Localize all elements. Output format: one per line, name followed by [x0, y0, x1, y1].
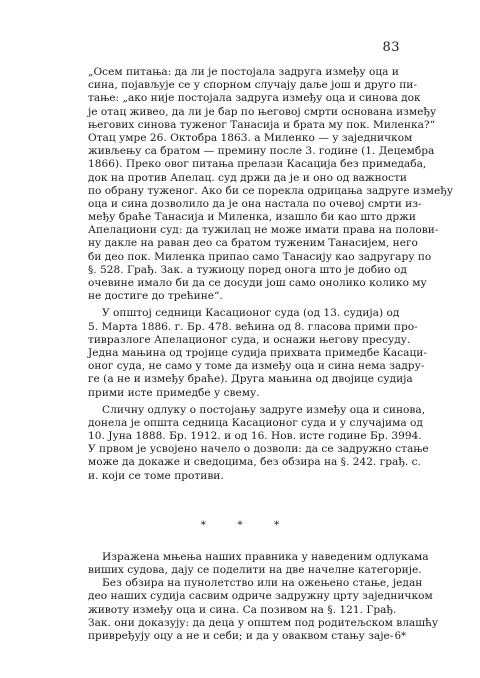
text-line: по обрану туженог. Ако би се порекла одрицања задруге између [88, 184, 454, 197]
text-line: Једна мањина од тројице судија прихвата примедбе Касаци- [88, 346, 427, 359]
text-line: не достиге до трећине“. [88, 290, 223, 303]
quote-paragraph [88, 66, 454, 303]
text-line: ну дакле на раван део са братом туженим Танасијем, него [88, 237, 418, 250]
text-line: 5. Марта 1886. г. Бр. 478. већина од 8. гласова прими про- [88, 320, 418, 333]
section-separator: * * * [200, 518, 294, 531]
text-line: може да докаже и сведоцима, без обзира на §. 242. грађ. с. [88, 456, 421, 469]
text-line: сина, појављује се у спорном случају даље још и друго пи- [88, 79, 417, 92]
text-line: Апелациони суд: да тужилац не може имати права на полови- [88, 224, 439, 237]
text-line: међу браће Танасија и Миленка, изашло би као што држи [88, 211, 416, 224]
text-line: животу између оца и сина. Са позивом на §. 121. Грађ. [88, 603, 397, 616]
text-line: У првом је усвојено начело о дозволи: да се задружно стање [88, 443, 429, 456]
text-line: би део пок. Миленка припао само Танасију као задругару по [88, 250, 432, 263]
text-line: донела је општа седница Касационог суда и у случајима од [88, 416, 423, 429]
text-line: прими исте примедбе у свему. [88, 386, 260, 399]
text-line: 1866). Преко овог питања прелази Касација без примедаба, [88, 158, 427, 171]
opinions-paragraph [88, 550, 439, 643]
text-line: оца и сина дозволило да је она настала по очевој смрти из- [88, 197, 422, 210]
text-line: очевине имало би да се досуди још само онолико колико му [88, 277, 427, 289]
text-line: 10. Јуна 1888. Бр. 1912. и од 16. Нов. исте године Бр. 3994. [88, 430, 422, 443]
printer-signature: 6* [394, 631, 406, 642]
text-line: живљењу са братом — премину после 3. године (1. Децембра [88, 145, 435, 158]
text-line: „Осем питања: да ли је постојала задруга између оца и [88, 66, 399, 78]
decision-paragraph [88, 403, 429, 483]
text-line: док на против Апелац. суд држи да је и оно од важности [88, 171, 407, 184]
text-line: §. 528. Грађ. Зак. а тужиоцу поред онога што је добио од [88, 263, 407, 276]
session-paragraph [88, 307, 427, 399]
text-line: Зак. они доказују: да деца у општем под родитељском влашћу [88, 616, 439, 629]
text-line: привређују оцу а не и себи; и да у оваквом стању заје- [88, 629, 394, 642]
text-line: ге (а не и између браће). Друга мањина од двојице судија [88, 373, 413, 386]
text-line: и. који се томе противи. [88, 469, 224, 482]
text-line: У општој седници Касационог суда (од 13. судија) од [102, 307, 400, 320]
text-line: виших судова, дају се поделити на две начелне категорије. [88, 564, 422, 576]
text-line: Отац умре 26. Октобра 1863. а Миленко — у заједничком [88, 131, 413, 144]
text-line: Изражена мњења наших правника у наведеним одлукама [102, 550, 429, 563]
page-number: 83 [382, 40, 400, 55]
text-line: тање: „ако није постојала задруга између оца и синова док [88, 92, 421, 105]
text-line: оног суда, не само у томе да између оца и сина нема задру- [88, 360, 425, 373]
text-line: његових синова туженог Танасија и брата му пок. Миленка?“ [88, 118, 436, 131]
text-column [88, 66, 454, 647]
text-line: део наших судија сасвим одриче задружну црту заједничком [88, 590, 433, 603]
text-line: је отац живео, да ли је бар по његовој смрти основана између [88, 105, 437, 118]
text-line: тивразлоге Апелационог суда, и оснажи његову пресуду. [88, 333, 411, 346]
text-line: Сличну одлуку о постојању задруге између оца и синова, [102, 403, 426, 416]
text-line: Без обзира на пунолетство или на ожењено стање, један [102, 577, 423, 590]
